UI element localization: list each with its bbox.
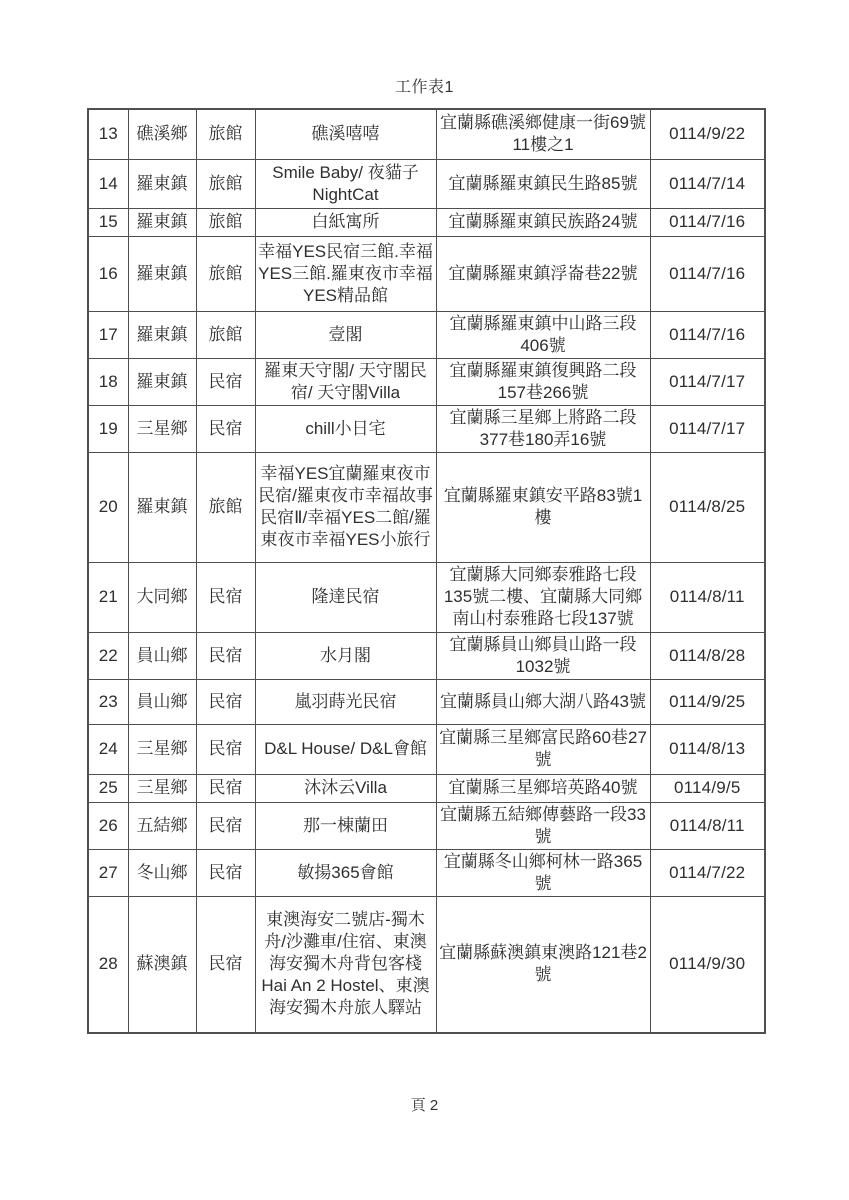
- cell-name: 那一棟蘭田: [255, 802, 436, 849]
- cell-address: 宜蘭縣五結鄉傳藝路一段33號: [436, 802, 650, 849]
- cell-date: 0114/9/25: [650, 679, 765, 724]
- cell-no: 28: [88, 896, 128, 1033]
- table-row: [88, 405, 765, 452]
- cell-type: 旅館: [196, 311, 255, 358]
- table-row: [88, 311, 765, 358]
- table-row: [88, 802, 765, 849]
- cell-date: 0114/9/30: [650, 896, 765, 1033]
- cell-type: 民宿: [196, 774, 255, 802]
- cell-name: 敏揚365會館: [255, 849, 436, 896]
- cell-name: 羅東天守閣/ 天守閣民宿/ 天守閣Villa: [255, 358, 436, 405]
- cell-address: 宜蘭縣三星鄉培英路40號: [436, 774, 650, 802]
- cell-address: 宜蘭縣礁溪鄉健康一街69號11樓之1: [436, 109, 650, 159]
- cell-type: 旅館: [196, 208, 255, 236]
- cell-no: 18: [88, 358, 128, 405]
- cell-type: 旅館: [196, 109, 255, 159]
- cell-name: 幸福YES民宿三館.幸福YES三館.羅東夜市幸福YES精品館: [255, 236, 436, 311]
- cell-address: 宜蘭縣羅東鎮民生路85號: [436, 159, 650, 208]
- cell-date: 0114/7/14: [650, 159, 765, 208]
- table-row: [88, 849, 765, 896]
- cell-township: 三星鄉: [128, 774, 196, 802]
- cell-type: 旅館: [196, 236, 255, 311]
- table-row: [88, 896, 765, 1033]
- cell-address: 宜蘭縣羅東鎮復興路二段157巷266號: [436, 358, 650, 405]
- cell-date: 0114/8/11: [650, 802, 765, 849]
- cell-township: 蘇澳鎮: [128, 896, 196, 1033]
- cell-no: 22: [88, 632, 128, 679]
- table-row: [88, 562, 765, 632]
- cell-no: 17: [88, 311, 128, 358]
- table-row: [88, 452, 765, 562]
- cell-type: 民宿: [196, 802, 255, 849]
- cell-no: 19: [88, 405, 128, 452]
- cell-township: 羅東鎮: [128, 452, 196, 562]
- cell-address: 宜蘭縣大同鄉泰雅路七段135號二樓、宜蘭縣大同鄉南山村泰雅路七段137號: [436, 562, 650, 632]
- table-row: [88, 109, 765, 159]
- cell-township: 羅東鎮: [128, 159, 196, 208]
- cell-date: 0114/7/17: [650, 358, 765, 405]
- cell-date: 0114/7/16: [650, 311, 765, 358]
- cell-name: 幸福YES宜蘭羅東夜市民宿/羅東夜市幸福故事民宿Ⅱ/幸福YES二館/羅東夜市幸福YES小旅行: [255, 452, 436, 562]
- cell-date: 0114/8/11: [650, 562, 765, 632]
- cell-township: 三星鄉: [128, 724, 196, 774]
- sheet-title: 工作表1: [395, 79, 454, 96]
- cell-type: 民宿: [196, 405, 255, 452]
- cell-name: 隆達民宿: [255, 562, 436, 632]
- cell-type: 民宿: [196, 849, 255, 896]
- table-row: [88, 208, 765, 236]
- cell-township: 礁溪鄉: [128, 109, 196, 159]
- cell-type: 民宿: [196, 632, 255, 679]
- cell-address: 宜蘭縣員山鄉員山路一段1032號: [436, 632, 650, 679]
- cell-type: 旅館: [196, 452, 255, 562]
- cell-address: 宜蘭縣三星鄉上將路二段377巷180弄16號: [436, 405, 650, 452]
- cell-date: 0114/9/22: [650, 109, 765, 159]
- cell-date: 0114/9/5: [650, 774, 765, 802]
- cell-no: 16: [88, 236, 128, 311]
- cell-address: 宜蘭縣蘇澳鎮東澳路121巷2號: [436, 896, 650, 1033]
- cell-type: 旅館: [196, 159, 255, 208]
- cell-name: chill小日宅: [255, 405, 436, 452]
- cell-date: 0114/7/16: [650, 236, 765, 311]
- cell-name: D&L House/ D&L會館: [255, 724, 436, 774]
- cell-township: 五結鄉: [128, 802, 196, 849]
- cell-township: 三星鄉: [128, 405, 196, 452]
- cell-name: 礁溪嘻嘻: [255, 109, 436, 159]
- cell-type: 民宿: [196, 679, 255, 724]
- cell-no: 23: [88, 679, 128, 724]
- cell-township: 羅東鎮: [128, 311, 196, 358]
- table-row: [88, 632, 765, 679]
- cell-date: 0114/7/16: [650, 208, 765, 236]
- cell-township: 員山鄉: [128, 679, 196, 724]
- page-number: 頁 2: [410, 1097, 439, 1114]
- cell-township: 羅東鎮: [128, 236, 196, 311]
- cell-type: 民宿: [196, 724, 255, 774]
- cell-address: 宜蘭縣羅東鎮浮崙巷22號: [436, 236, 650, 311]
- cell-township: 冬山鄉: [128, 849, 196, 896]
- cell-no: 20: [88, 452, 128, 562]
- cell-name: 水月閣: [255, 632, 436, 679]
- cell-date: 0114/7/17: [650, 405, 765, 452]
- table-row: [88, 679, 765, 724]
- cell-address: 宜蘭縣三星鄉富民路60巷27號: [436, 724, 650, 774]
- cell-date: 0114/8/25: [650, 452, 765, 562]
- cell-no: 15: [88, 208, 128, 236]
- cell-no: 21: [88, 562, 128, 632]
- cell-name: 壹閣: [255, 311, 436, 358]
- cell-address: 宜蘭縣羅東鎮中山路三段406號: [436, 311, 650, 358]
- cell-township: 員山鄉: [128, 632, 196, 679]
- cell-name: Smile Baby/ 夜貓子NightCat: [255, 159, 436, 208]
- cell-name: 嵐羽蒔光民宿: [255, 679, 436, 724]
- table-row: [88, 159, 765, 208]
- cell-no: 24: [88, 724, 128, 774]
- cell-address: 宜蘭縣冬山鄉柯林一路365號: [436, 849, 650, 896]
- cell-township: 羅東鎮: [128, 208, 196, 236]
- cell-name: 東澳海安二號店-獨木舟/沙灘車/住宿、東澳海安獨木舟背包客棧Hai An 2 Hostel、東澳海安獨木舟旅人驛站: [255, 896, 436, 1033]
- cell-township: 大同鄉: [128, 562, 196, 632]
- table-row: [88, 236, 765, 311]
- lodging-table: [87, 108, 766, 1034]
- table-row: [88, 358, 765, 405]
- cell-date: 0114/8/13: [650, 724, 765, 774]
- table-row: [88, 774, 765, 802]
- cell-type: 民宿: [196, 896, 255, 1033]
- cell-name: 沐沐云Villa: [255, 774, 436, 802]
- table-row: [88, 724, 765, 774]
- cell-no: 25: [88, 774, 128, 802]
- cell-address: 宜蘭縣羅東鎮安平路83號1樓: [436, 452, 650, 562]
- cell-date: 0114/7/22: [650, 849, 765, 896]
- cell-name: 白紙寓所: [255, 208, 436, 236]
- cell-address: 宜蘭縣羅東鎮民族路24號: [436, 208, 650, 236]
- cell-no: 14: [88, 159, 128, 208]
- cell-address: 宜蘭縣員山鄉大湖八路43號: [436, 679, 650, 724]
- cell-no: 27: [88, 849, 128, 896]
- cell-date: 0114/8/28: [650, 632, 765, 679]
- cell-type: 民宿: [196, 358, 255, 405]
- cell-type: 民宿: [196, 562, 255, 632]
- cell-township: 羅東鎮: [128, 358, 196, 405]
- cell-no: 26: [88, 802, 128, 849]
- cell-no: 13: [88, 109, 128, 159]
